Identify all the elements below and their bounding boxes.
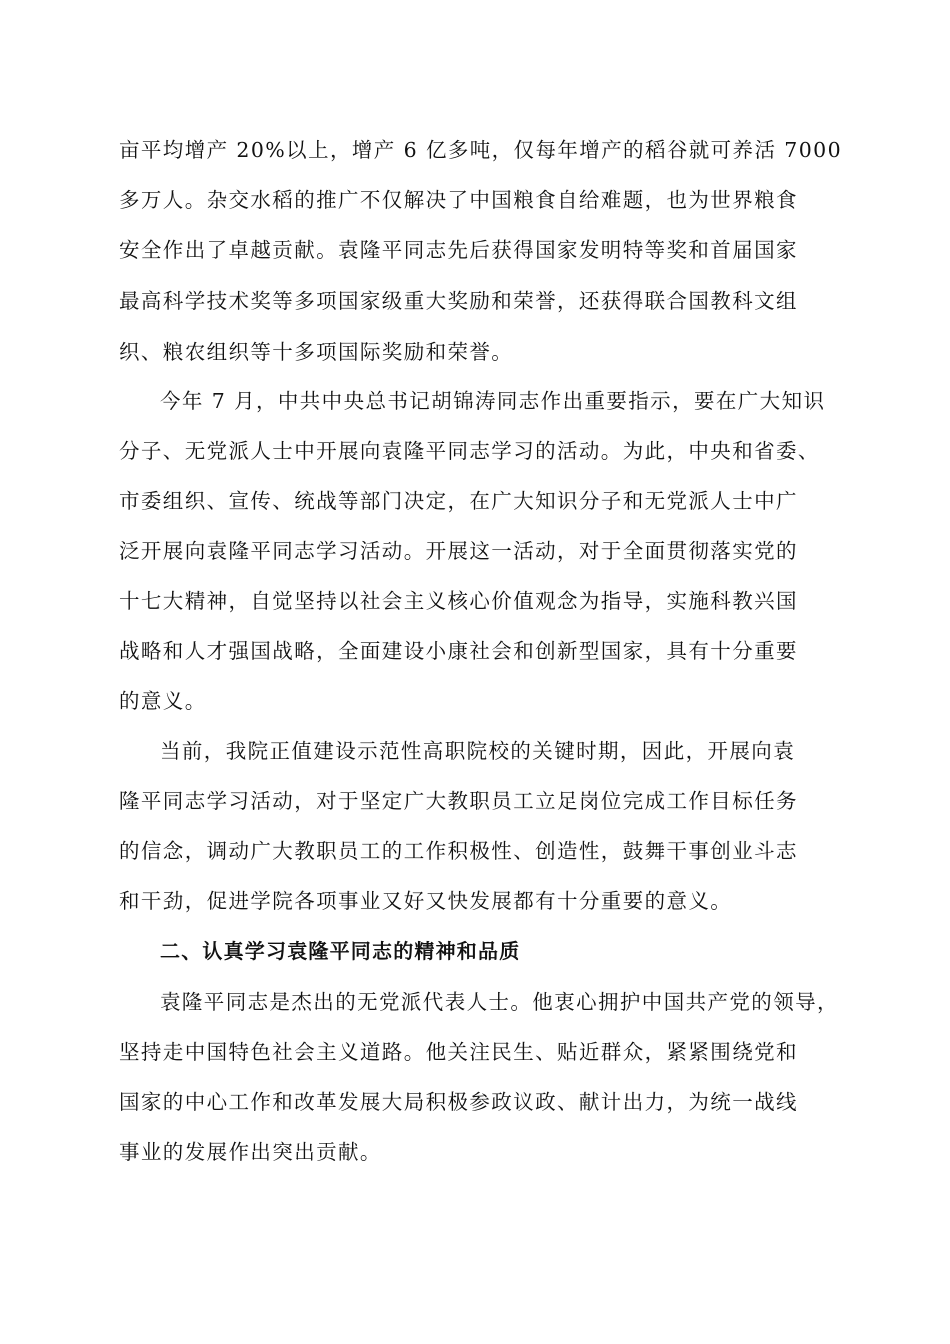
section-heading: 二、认真学习袁隆平同志的精神和品质 <box>160 939 521 963</box>
paragraph-line: 战略和人才强国战略，全面建设小康社会和创新型国家，具有十分重要 <box>119 639 798 663</box>
paragraph-line: 十七大精神，自觉坚持以社会主义核心价值观念为指导，实施科教兴国 <box>119 589 798 613</box>
paragraph-line: 和干劲，促进学院各项事业又好又快发展都有十分重要的意义。 <box>119 889 733 913</box>
paragraph-line: 隆平同志学习活动，对于坚定广大教职员工立足岗位完成工作目标任务 <box>119 789 798 813</box>
paragraph-line: 分子、无党派人士中开展向袁隆平同志学习的活动。为此，中央和省委、 <box>119 439 820 463</box>
paragraph-line: 泛开展向袁隆平同志学习活动。开展这一活动，对于全面贯彻落实党的 <box>119 539 798 563</box>
paragraph-line: 袁隆平同志是杰出的无党派代表人士。他衷心拥护中国共产党的领导， <box>160 990 839 1014</box>
paragraph-line: 国家的中心工作和改革发展大局积极参政议政、献计出力，为统一战线 <box>119 1090 798 1114</box>
paragraph-line: 的意义。 <box>119 689 207 713</box>
paragraph-line: 亩平均增产 20%以上，增产 6 亿多吨，仅每年增产的稻谷就可养活 7000 <box>119 138 843 162</box>
paragraph-line: 安全作出了卓越贡献。袁隆平同志先后获得国家发明特等奖和首届国家 <box>119 238 798 262</box>
paragraph-line: 多万人。杂交水稻的推广不仅解决了中国粮食自给难题，也为世界粮食 <box>119 188 798 212</box>
paragraph-line: 今年 7 月，中共中央总书记胡锦涛同志作出重要指示，要在广大知识 <box>160 389 826 413</box>
paragraph-line: 织、粮农组织等十多项国际奖励和荣誉。 <box>119 340 514 364</box>
paragraph-line: 的信念，调动广大教职员工的工作积极性、创造性，鼓舞干事创业斗志 <box>119 839 798 863</box>
paragraph-line: 坚持走中国特色社会主义道路。他关注民生、贴近群众，紧紧围绕党和 <box>119 1040 798 1064</box>
paragraph-line: 市委组织、宣传、统战等部门决定，在广大知识分子和无党派人士中广 <box>119 489 798 513</box>
paragraph-line: 事业的发展作出突出贡献。 <box>119 1140 382 1164</box>
paragraph-line: 最高科学技术奖等多项国家级重大奖励和荣誉，还获得联合国教科文组 <box>119 289 798 313</box>
paragraph-line: 当前，我院正值建设示范性高职院校的关键时期，因此，开展向袁 <box>160 739 796 763</box>
